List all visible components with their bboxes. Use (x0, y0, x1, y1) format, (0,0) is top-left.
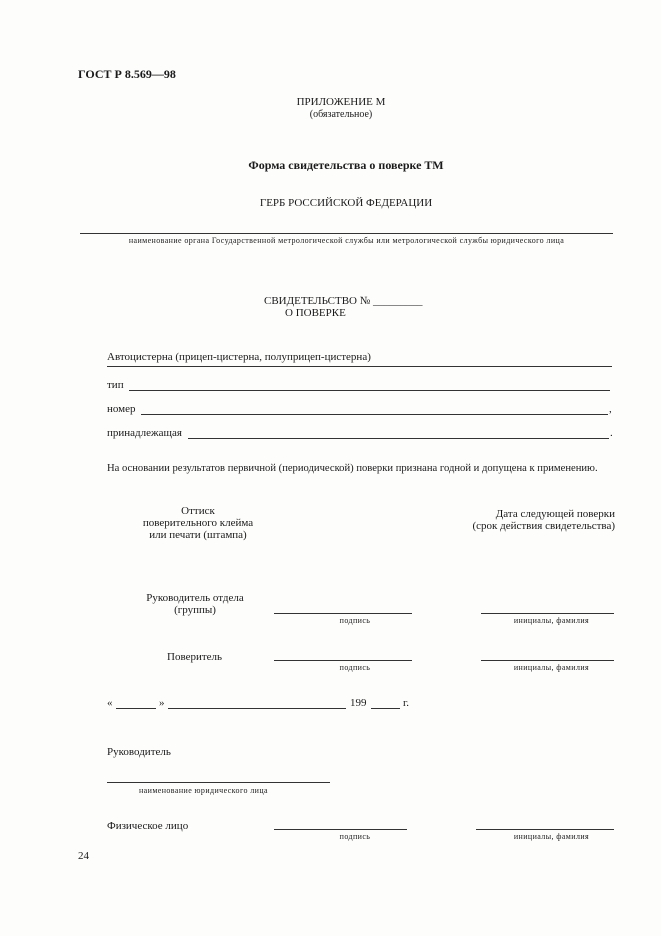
verification-conclusion: На основании результатов первичной (периодической) поверки признана годной и допущена к применению. (107, 463, 598, 474)
date-close-quote: » (159, 697, 165, 709)
individual-signature-line (274, 829, 407, 830)
owner-period: . (610, 427, 613, 439)
verifier-label: Поверитель (167, 651, 223, 663)
date-open-quote: « (107, 697, 113, 709)
number-line (141, 414, 608, 415)
appendix-status: (обязательное) (309, 109, 373, 120)
individual-label: Физическое лицо (107, 820, 189, 832)
number-label: номер (107, 403, 136, 415)
org-name-line (80, 233, 613, 234)
individual-signature-caption: подпись (339, 832, 371, 841)
page-number: 24 (78, 850, 89, 862)
date-day-line (116, 708, 156, 709)
next-check-validity: (срок действия свидетельства) (472, 520, 615, 532)
verifier-signature-caption: подпись (339, 663, 371, 672)
head-initials-line (481, 613, 614, 614)
individual-initials-line (476, 829, 614, 830)
legal-entity-line (107, 782, 330, 783)
legal-entity-caption: наименование юридического лица (139, 786, 268, 795)
form-title: Форма свидетельства о поверке ТМ (248, 158, 444, 172)
date-year-prefix: 199 (350, 697, 367, 709)
individual-initials-caption: инициалы, фамилия (513, 832, 590, 841)
org-name-caption: наименование органа Государственной метрологической службы или метрологической службы юридического лица (128, 236, 565, 245)
head-signature-caption: подпись (339, 616, 371, 625)
owner-line (188, 438, 609, 439)
head-of-dept-label: Руководитель отдела (146, 592, 244, 604)
certificate-number: СВИДЕТЕЛЬСТВО № _________ (264, 295, 423, 307)
director-label: Руководитель (107, 746, 171, 758)
head-signature-line (274, 613, 412, 614)
owner-label: принадлежащая (107, 427, 182, 439)
head-of-dept-group: (группы) (174, 604, 216, 616)
date-year-line (371, 708, 400, 709)
next-check-date: Дата следующей поверки (495, 508, 615, 520)
standard-code: ГОСТ Р 8.569—98 (78, 67, 176, 81)
appendix-title: ПРИЛОЖЕНИЕ М (296, 96, 386, 108)
verifier-initials-line (481, 660, 614, 661)
verifier-signature-line (274, 660, 412, 661)
type-line (129, 390, 610, 391)
verifier-initials-caption: инициалы, фамилия (513, 663, 590, 672)
stamp-line-2: поверительного клейма (142, 517, 254, 529)
date-month-line (168, 708, 346, 709)
vehicle-label: Автоцистерна (прицеп-цистерна, полуприцеп-цистерна) (107, 351, 371, 363)
type-label: тип (107, 379, 124, 391)
emblem-label: ГЕРБ РОССИЙСКОЙ ФЕДЕРАЦИИ (259, 197, 433, 209)
stamp-line-3: или печати (штампа) (149, 529, 247, 541)
stamp-line-1: Оттиск (181, 505, 215, 517)
vehicle-line (107, 366, 612, 367)
head-initials-caption: инициалы, фамилия (513, 616, 590, 625)
date-year-suffix: г. (403, 697, 410, 709)
certificate-title: О ПОВЕРКЕ (285, 307, 346, 319)
number-comma: , (609, 403, 612, 415)
